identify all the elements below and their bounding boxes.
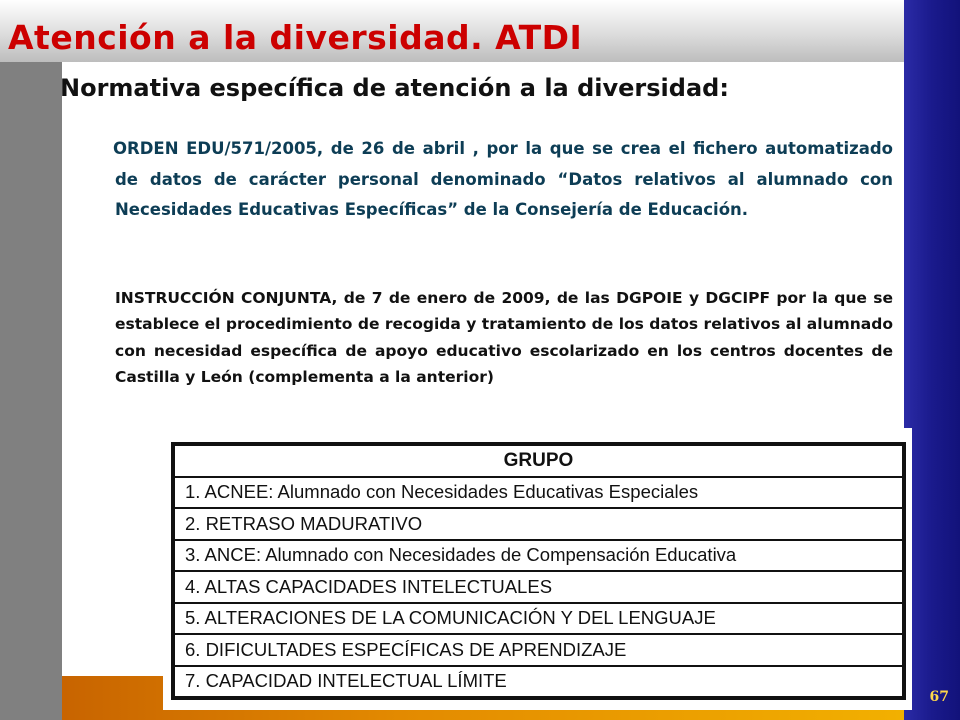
table-cell: 3. ANCE: Alumnado con Necesidades de Compensación Educativa <box>173 540 904 572</box>
paragraph-orden: ORDEN EDU/571/2005, de 26 de abril , por la que se crea el fichero automatizado de datos de carácter personal denominado “Datos relativos al alumnado con Necesidades Educativas Específicas” de la Consejería de Educación. <box>113 139 893 220</box>
table-cell: 5. ALTERACIONES DE LA COMUNICACIÓN Y DEL LENGUAJE <box>173 603 904 635</box>
table-row <box>173 477 904 509</box>
right-decor-bar <box>904 0 960 720</box>
table-row <box>173 508 904 540</box>
table-row <box>173 603 904 635</box>
slide-title: Atención a la diversidad. ATDI <box>8 18 583 57</box>
left-decor-bar <box>0 62 62 720</box>
table-row <box>173 634 904 666</box>
table-row <box>173 540 904 572</box>
table-row <box>173 571 904 603</box>
table-header: GRUPO <box>173 444 904 477</box>
paragraph-instruccion: INSTRUCCIÓN CONJUNTA, de 7 de enero de 2009, de las DGPOIE y DGCIPF por la que se establece el procedimiento de recogida y tratamiento de los datos relativos al alumnado con necesidad específica de apoyo educativo escolarizado en los centros docentes de Castilla y León (complementa a la anterior) <box>115 289 893 387</box>
slide-subtitle: Normativa específica de atención a la diversidad: <box>60 74 729 102</box>
table-cell: 1. ACNEE: Alumnado con Necesidades Educativas Especiales <box>173 477 904 509</box>
table-cell: 2. RETRASO MADURATIVO <box>173 508 904 540</box>
table-cell: 7. CAPACIDAD INTELECTUAL LÍMITE <box>173 666 904 699</box>
grupo-table <box>171 442 906 700</box>
table-row <box>173 666 904 699</box>
table-cell: 6. DIFICULTADES ESPECÍFICAS DE APRENDIZAJE <box>173 634 904 666</box>
page-number: 67 <box>929 689 949 705</box>
table-cell: 4. ALTAS CAPACIDADES INTELECTUALES <box>173 571 904 603</box>
table-header-row <box>173 444 904 477</box>
grupo-table-image <box>163 428 912 710</box>
